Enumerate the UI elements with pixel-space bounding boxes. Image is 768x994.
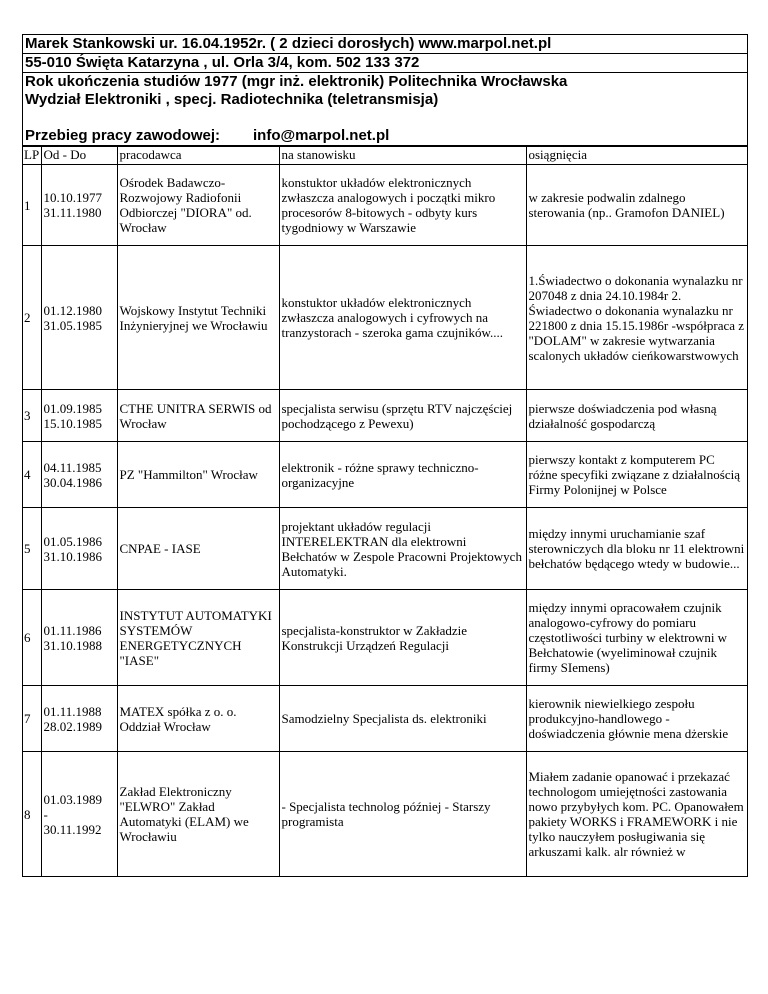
- cell-achievements: między innymi opracowałem czujnik analogowo-cyfrowy do pomiaru częstotliwości turbiny w elektrowni w Bełchatowie (wyeliminował czujnik firmy SIemens): [526, 590, 747, 686]
- cell-employer: MATEX spółka z o. o. Oddział Wrocław: [117, 686, 279, 752]
- table-row: [23, 752, 747, 877]
- cell-dates: [41, 508, 117, 590]
- col-osiagniecia: osiągnięcia: [526, 147, 747, 165]
- cv-document: [22, 34, 748, 877]
- cell-position: konstuktor układów elektronicznych zwłaszcza analogowych i początki mikro procesorów 8-bitowych - odbyty kurs tygodniowy w Warszawie: [279, 165, 526, 246]
- header-address-line: 55-010 Święta Katarzyna , ul. Orla 3/4, kom. 502 133 372: [23, 54, 747, 73]
- cell-position: elektronik - różne sprawy techniczno-organizacyjne: [279, 442, 526, 508]
- cell-dates: [41, 246, 117, 390]
- date-to: 28.02.1989: [43, 718, 102, 734]
- cell-position: konstuktor układów elektronicznych zwłaszcza analogowych i cyfrowych na tranzystorach - szeroka gama czujników....: [279, 246, 526, 390]
- table-row: [23, 246, 747, 390]
- cell-achievements: pierwszy kontakt z komputerem PC różne specyfiki związane z działalnością Firmy Polonijnej w Polsce: [526, 442, 747, 508]
- col-lp: LP: [23, 147, 41, 165]
- header-education: [23, 73, 747, 146]
- table-header-row: [23, 147, 747, 165]
- date-from: 01.11.1986: [43, 622, 102, 638]
- cell-lp: 6: [23, 590, 41, 686]
- cell-achievements: pierwsze doświadczenia pod własną działalność gospodarczą: [526, 390, 747, 442]
- cell-dates: [41, 165, 117, 246]
- cell-achievements: kierownik niewielkiego zespołu produkcyjno-handlowego - doświadczenia głównie mena dżerskie: [526, 686, 747, 752]
- cell-position: Samodzielny Specjalista ds. elektroniki: [279, 686, 526, 752]
- cell-lp: 4: [23, 442, 41, 508]
- cell-employer: INSTYTUT AUTOMATYKI SYSTEMÓW ENERGETYCZNYCH "IASE": [117, 590, 279, 686]
- date-to: 31.05.1985: [43, 317, 102, 333]
- date-to: 30.11.1992: [43, 821, 102, 837]
- table-row: [23, 442, 747, 508]
- date-from: 01.09.1985: [43, 400, 102, 416]
- section-label: Przebieg pracy zawodowej:: [25, 127, 221, 144]
- email-text: info@marpol.net.pl: [253, 127, 390, 144]
- date-from: 01.05.1986: [43, 533, 102, 549]
- cell-position: - Specjalista technolog później - Starszy programista: [279, 752, 526, 877]
- cell-employer: PZ "Hammilton" Wrocław: [117, 442, 279, 508]
- cell-employer: Ośrodek Badawczo-Rozwojowy Radiofonii Odbiorczej "DIORA" od. Wrocław: [117, 165, 279, 246]
- cell-position: specjalista-konstruktor w Zakładzie Konstrukcji Urządzeń Regulacji: [279, 590, 526, 686]
- cell-lp: 7: [23, 686, 41, 752]
- table-row: [23, 165, 747, 246]
- cell-dates: [41, 442, 117, 508]
- cell-lp: 8: [23, 752, 41, 877]
- date-to: 31.10.1988: [43, 637, 102, 653]
- employment-table: [23, 146, 747, 877]
- table-row: [23, 686, 747, 752]
- cell-employer: Wojskowy Instytut Techniki Inżynieryjnej we Wrocławiu: [117, 246, 279, 390]
- date-from: 01.12.1980: [43, 302, 102, 318]
- table-row: [23, 508, 747, 590]
- table-row: [23, 590, 747, 686]
- education-line: Rok ukończenia studiów 1977 (mgr inż. elektronik) Politechnika Wrocławska: [25, 73, 568, 90]
- cell-lp: 5: [23, 508, 41, 590]
- date-from: 01.11.1988: [43, 703, 102, 719]
- cell-achievements: 1.Świadectwo o dokonania wynalazku nr 207048 z dnia 24.10.1984r 2. Świadectwo o dokonania wynalazku nr 221800 z dnia 15.15.1986r -współpraca z "DOLAM" w zakresie wytwarzania scalonych układów cieńkowarstwowych: [526, 246, 747, 390]
- date-to: 15.10.1985: [43, 415, 102, 431]
- cell-position: projektant układów regulacji INTERELEKTRAN dla elektrowni Bełchatów w Zespole Pracowni Projektowych Automatyki.: [279, 508, 526, 590]
- cell-achievements: między innymi uruchamianie szaf sterowniczych dla bloku nr 11 elektrowni bełchatów będącego wtedy w budowie...: [526, 508, 747, 590]
- col-stanowisko: na stanowisku: [279, 147, 526, 165]
- date-from: 10.10.1977: [43, 190, 102, 205]
- cell-achievements: Miałem zadanie opanować i przekazać technologom umiejętności zastowania nowo przybyłych kom. PC. Opanowałem pakiety WORKS i FRAMEWORK i nie tylko nauczyłem posługiwania się arkuszami kalk. alr również w: [526, 752, 747, 877]
- col-pracodawca: pracodawca: [117, 147, 279, 165]
- faculty-line: Wydział Elektroniki , specj. Radiotechnika (teletransmisja): [25, 91, 439, 108]
- cell-dates: [41, 686, 117, 752]
- cell-dates: [41, 752, 117, 877]
- cell-employer: Zakład Elektroniczny "ELWRO" Zakład Automatyki (ELAM) we Wrocławiu: [117, 752, 279, 877]
- col-od-do: Od - Do: [41, 147, 117, 165]
- cell-dates: [41, 590, 117, 686]
- date-from: 01.03.1989: [43, 791, 102, 807]
- cell-employer: CTHE UNITRA SERWIS od Wrocław: [117, 390, 279, 442]
- date-to: 30.04.1986: [43, 474, 102, 490]
- date-to: 31.11.1980: [43, 205, 102, 220]
- cell-lp: 1: [23, 165, 41, 246]
- date-to: 31.10.1986: [43, 548, 102, 564]
- cell-position: specjalista serwisu (sprzętu RTV najczęściej pochodzącego z Pewexu): [279, 390, 526, 442]
- date-from: 04.11.1985: [43, 459, 102, 475]
- cell-dates: [41, 390, 117, 442]
- cell-employer: CNPAE - IASE: [117, 508, 279, 590]
- date-dash: -: [43, 806, 48, 822]
- table-row: [23, 390, 747, 442]
- cell-achievements: w zakresie podwalin zdalnego sterowania (np.. Gramofon DANIEL): [526, 165, 747, 246]
- cell-lp: 2: [23, 246, 41, 390]
- cell-lp: 3: [23, 390, 41, 442]
- header-name-line: Marek Stankowski ur. 16.04.1952r. ( 2 dzieci dorosłych) www.marpol.net.pl: [23, 35, 747, 54]
